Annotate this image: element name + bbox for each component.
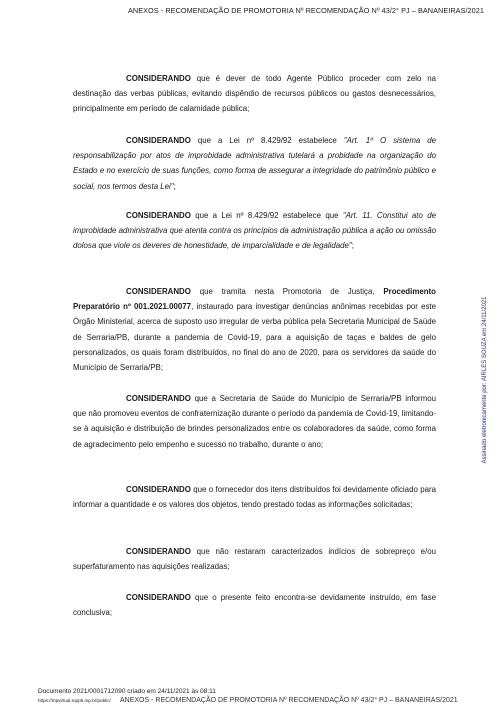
considerando-label: CONSIDERANDO [126,593,191,602]
considerando-label: CONSIDERANDO [126,211,191,220]
footer-header-repeat: ANEXOS - RECOMENDAÇÃO DE PROMOTORIA Nº RECOMENDAÇÃO Nº 43/2° PJ – BANANEIRAS/2021 [120,697,458,704]
considerando-label: CONSIDERANDO [126,74,191,83]
paragraph-text: que a Lei nº 8.429/92 estabelece que [190,211,343,220]
paragraph-text: que o presente feito encontra-se devidamente instruído, em fase conclusiva; [73,593,436,618]
paragraph-text: que não restaram caracterizados indícios de sobrepreço e/ou superfaturamento nas aquisições realizadas; [73,547,436,572]
procedure-number: Procedimento Preparatório nº 001.2021.00077 [73,287,436,312]
footer-document-info: Documento 2021/0001712090 criado em 24/11/2021 às 08:11 [38,688,216,695]
paragraph-2 [73,133,436,194]
paragraph-4 [73,284,436,375]
signature-stamp-text: Assinado eletronicamente por: AIRLES SOUZA em 24/11/2021 [482,296,488,464]
paragraph-text: que a Lei nº 8.429/92 estabelece [190,136,344,145]
considerando-label: CONSIDERANDO [126,547,191,556]
law-quote: "Art. 11. Constitui ato de improbidade administrativa que atenta contra os princípios da administração pública a ação ou omissão dolosa que viole os deveres de honestidade, de imparcialidade e de legalidade" [73,211,436,251]
signature-stamp [480,260,490,500]
paragraph-7 [73,544,436,574]
paragraph-5 [73,391,436,452]
paragraph-6 [73,482,436,512]
law-quote: "Art. 1º O sistema de responsabilização por atos de improbidade administrativa tutelará a probidade na organização do Estado e no exercício de suas funções, como forma de assegurar a integridade do patrimônio público e social, nos termos desta Lei" [73,136,436,191]
considerando-label: CONSIDERANDO [126,287,191,296]
paragraph-text-end: ; [351,241,354,251]
paragraph-3 [73,208,436,254]
considerando-label: CONSIDERANDO [126,136,191,145]
footer-url[interactable]: https://mpvirtual.mppb.mp.br/public/ [38,698,111,703]
page-header: ANEXOS - RECOMENDAÇÃO DE PROMOTORIA Nº RECOMENDAÇÃO Nº 43/2° PJ – BANANEIRAS/2021 [127,6,484,15]
paragraph-text: que a Secretaria de Saúde do Município de Serraria/PB informou que não promoveu eventos de confraternização durante o período da pandemia de Covid-19, limitando-se à aquisição e distribuição de brindes personalizados entre os colaboradores da saúde, como forma de agradecimento pelo empenho e sucesso no trabalho, durante o ano; [73,394,436,449]
paragraph-1 [73,71,436,117]
paragraph-text: que tramita nesta Promotoria de Justiça, [190,287,384,296]
paragraph-text: que é dever de todo Agente Público proceder com zelo na destinação das verbas públicas, evitando dispêndio de recursos públicos ou gastos desnecessários, principalmente em período de calamidade pública; [73,74,436,114]
considerando-label: CONSIDERANDO [126,394,191,403]
paragraph-text-end: , instaurado para investigar denúncias anônimas recebidas por este Órgão Ministerial, acerca de suposto uso irregular de verba pública pela Secretaria Municipal de Saúde de Serraria/PB, durante a pandemia de Covid-19, para a aquisição de taças e baldes de gelo personalizados, os quais foram distribuídos, no final do ano de 2020, para os servidores da saúde do Município de Serraria/PB; [73,302,436,373]
paragraph-text: que o fornecedor dos itens distribuídos foi devidamente oficiado para informar a quantidade e os valores dos objetos, tendo prestado todas as informações solicitadas; [73,485,436,510]
considerando-label: CONSIDERANDO [126,485,191,494]
paragraph-8 [73,590,436,620]
paragraph-text-end: ; [173,181,176,191]
